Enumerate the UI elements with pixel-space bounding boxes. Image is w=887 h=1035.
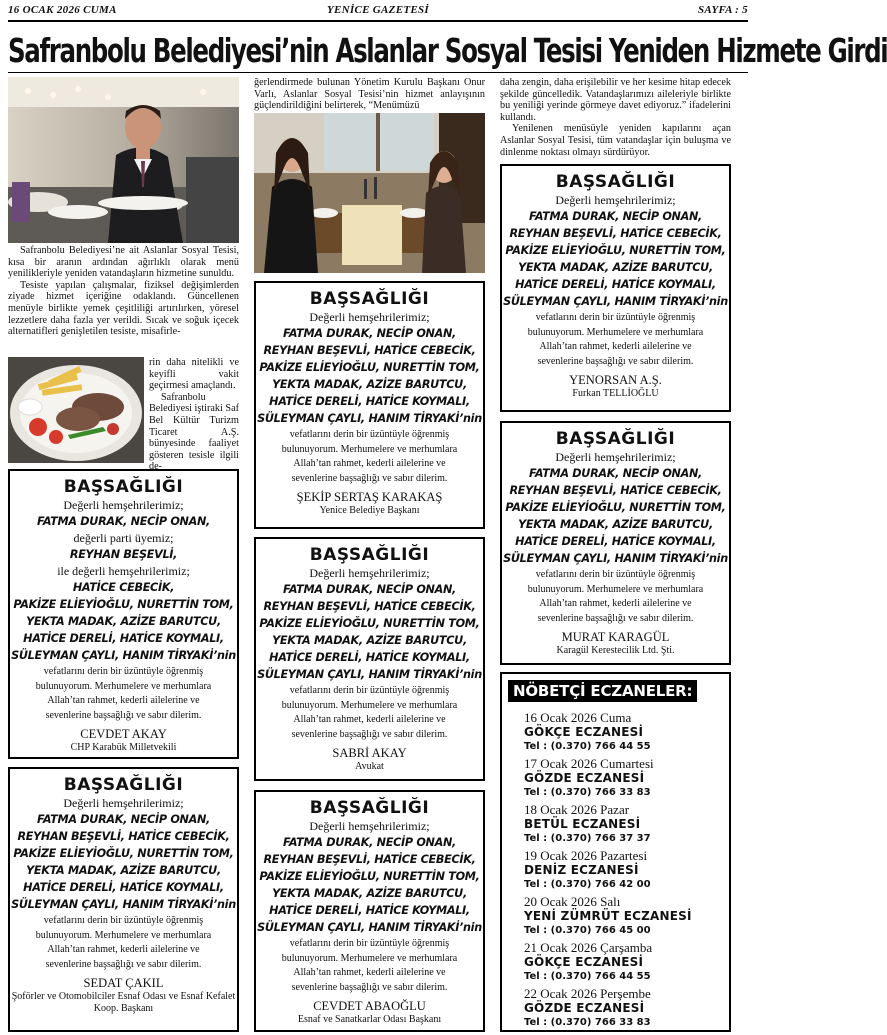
pharmacy-phone: Tel : (0.370) 766 37 37 (524, 833, 651, 844)
condolence-names-suffix: ’nin (459, 921, 482, 934)
condolence-names-line: HATİCE DERELİ, HATİCE KOYMALI, (269, 904, 470, 917)
condolence-intro: Değerli hemşehrilerimiz; (309, 819, 430, 833)
condolence-names-text: SÜLEYMAN ÇAYLI, HANIM TİRYAKİ (503, 552, 706, 565)
pharmacy-name: DENİZ ECZANESİ (524, 863, 639, 877)
condolence-body-line: bulunuyorum. Merhumelere ve merhumlara (281, 699, 458, 711)
condolence-intro: Değerli hemşehrilerimiz; (555, 193, 676, 207)
condolence-names-line: HATİCE DERELİ, HATİCE KOYMALI, (269, 651, 470, 664)
condolence-body-line: vefatlarını derin bir üzüntüyle öğrenmiş (289, 685, 450, 696)
pharmacy-date: 17 Ocak 2026 Cumartesi (524, 756, 654, 771)
condolence-title: BAŞSAĞLIĞI (555, 429, 676, 449)
article-col2 (254, 77, 485, 112)
condolence-line: değerli parti üyemiz; (73, 531, 174, 545)
article-paragraph: daha zengin, daha erişilebilir ve her kesime hitap edecek şekilde güncelledik. Vatandaşlarımızı aileleriyle birlikte bu yeniliği yerinde görmeye davet ediyoruz.” ifadelerini kullandı. (500, 77, 731, 123)
condolence-body-line: bulunuyorum. Merhumelere ve merhumlara (35, 929, 212, 941)
signer-title: Furkan TELLİOĞLU (572, 388, 659, 399)
condolence-body-line: Allah’tan rahmet, kederli ailelerine ve (293, 714, 446, 725)
condolence-names-text: SÜLEYMAN ÇAYLI, HANIM TİRYAKİ (503, 295, 706, 308)
condolence-names-line (10, 896, 237, 913)
condolence-names-line: PAKİZE ELİEYİOĞLU, NURETTİN TOM, (505, 501, 726, 514)
condolence-line: Değerli hemşehrilerimiz; (63, 498, 184, 512)
condolence-body-line: bulunuyorum. Merhumelere ve merhumlara (35, 680, 212, 692)
condolence-body-line: Allah’tan rahmet, kederli ailelerine ve (47, 695, 200, 706)
condolence-line: HATİCE DERELİ, HATİCE KOYMALI, (23, 632, 224, 645)
condolence-names-line: YEKTA MADAK, AZİZE BARUTCU, (518, 518, 713, 531)
page-header (8, 2, 748, 18)
duty-pharmacy-entry (524, 802, 729, 847)
pharmacy-phone: Tel : (0.370) 766 44 55 (524, 741, 651, 752)
condolence-names-line: HATİCE DERELİ, HATİCE KOYMALI, (515, 535, 716, 548)
condolence-names-line (502, 293, 729, 310)
condolence-names-text: SÜLEYMAN ÇAYLI, HANIM TİRYAKİ (257, 412, 460, 425)
condolence-names-line: YEKTA MADAK, AZİZE BARUTCU, (26, 864, 221, 877)
signer-name: CEVDET AKAY (80, 727, 167, 741)
condolence-names-line: REYHAN BEŞEVLİ, HATİCE CEBECİK, (509, 484, 722, 497)
pharmacy-name: YENİ ZÜMRÜT ECZANESİ (524, 909, 692, 923)
condolence-title: BAŞSAĞLIĞI (555, 172, 676, 192)
condolence-akay-lines (10, 498, 237, 664)
condolence-line: ile değerli hemşehrilerimiz; (57, 564, 190, 578)
condolence-body-line: vefatlarını derin bir üzüntüyle öğrenmiş (535, 312, 696, 323)
photo-food-plate (8, 357, 144, 463)
signer-name: SABRİ AKAY (332, 746, 407, 760)
condolence-notice-sabri-akay (254, 537, 485, 781)
condolence-names-line: FATMA DURAK, NECİP ONAN, (283, 583, 456, 596)
condolence-names-line: REYHAN BEŞEVLİ, HATİCE CEBECİK, (263, 853, 476, 866)
condolence-body-line: bulunuyorum. Merhumelere ve merhumlara (281, 443, 458, 455)
pharmacy-date: 20 Ocak 2026 Salı (524, 894, 621, 909)
condolence-names-text: SÜLEYMAN ÇAYLI, HANIM TİRYAKİ (257, 921, 460, 934)
condolence-body-line: vefatlarını derin bir üzüntüyle öğrenmiş (535, 569, 696, 580)
condolence-notice-sekip-karakas (254, 281, 485, 529)
condolence-names-line: FATMA DURAK, NECİP ONAN, (283, 836, 456, 849)
condolence-body-line: Allah’tan rahmet, kederli ailelerine ve (293, 458, 446, 469)
photo-two-women (254, 113, 485, 273)
condolence-names-line (502, 550, 729, 567)
pharmacy-phone: Tel : (0.370) 766 45 00 (524, 925, 651, 936)
condolence-notice-cevdet-akay (8, 469, 239, 759)
condolence-body-line: sevenlerine başsağlığı ve sabır dilerim. (291, 472, 448, 484)
pharmacy-name: GÖKÇE ECZANESİ (524, 955, 644, 969)
photo-waiter (8, 77, 239, 243)
condolence-body-line: vefatlarını derin bir üzüntüyle öğrenmiş (43, 666, 204, 677)
signer-name: MURAT KARAGÜL (561, 630, 670, 644)
page-headline: Safranbolu Belediyesi’nin Aslanlar Sosyal Tesisi Yeniden Hizmete Girdi (8, 31, 887, 71)
duty-pharmacies-title: NÖBETÇİ ECZANELER: (508, 680, 697, 702)
condolence-title: BAŞSAĞLIĞI (63, 477, 184, 497)
signer-title: CHP Karabük Milletvekili (70, 742, 177, 753)
article-paragraph: Safranbolu Belediyesi’ne ait Aslanlar Sosyal Tesisi, kısa bir aranın ardından ağırlıklı olarak menü yenilikleriyle yeniden vatandaşların hizmetine sunuldu. (8, 245, 239, 280)
condolence-line: YEKTA MADAK, AZİZE BARUTCU, (26, 615, 221, 628)
condolence-body-line: sevenlerine başsağlığı ve sabır dilerim. (537, 355, 694, 367)
condolence-names-line: FATMA DURAK, NECİP ONAN, (529, 467, 702, 480)
pharmacy-date: 19 Ocak 2026 Pazartesi (524, 848, 648, 863)
article-col1-wrap (149, 357, 239, 473)
duty-pharmacy-entry (524, 710, 729, 755)
duty-pharmacy-entry (524, 986, 729, 1031)
condolence-body-line: bulunuyorum. Merhumelere ve merhumlara (281, 952, 458, 964)
page-number: SAYFA : 5 (698, 4, 748, 16)
header-rule (8, 20, 748, 22)
condolence-title: BAŞSAĞLIĞI (309, 798, 430, 818)
signer-title: Karagül Kerestecilik Ltd. Şti. (556, 645, 675, 656)
condolence-body-line: bulunuyorum. Merhumelere ve merhumlara (527, 583, 704, 595)
condolence-names-line: REYHAN BEŞEVLİ, HATİCE CEBECİK, (17, 830, 230, 843)
article-paragraph: Yenilenen menüsüyle yeniden kapılarını açan Aslanlar Sosyal Tesisi, tüm vatandaşlar için buluşma ve dinlenme noktası olmayı sürdürüyor. (500, 123, 731, 158)
signer-title: Yenice Belediye Başkanı (319, 505, 420, 516)
condolence-notice-cevdet-abaoglu (254, 790, 485, 1032)
issue-date: 16 OCAK 2026 CUMA (8, 4, 117, 16)
condolence-names-line: PAKİZE ELİEYİOĞLU, NURETTİN TOM, (13, 847, 234, 860)
condolence-names-line: YEKTA MADAK, AZİZE BARUTCU, (272, 887, 467, 900)
condolence-intro: Değerli hemşehrilerimiz; (555, 450, 676, 464)
condolence-body-line: vefatlarını derin bir üzüntüyle öğrenmiş (43, 915, 204, 926)
article-paragraph: rin daha nitelikli ve keyifli vakit geçirmesi amaçlandı. (149, 357, 239, 392)
duty-pharmacy-entry (524, 940, 729, 985)
signer-name: YENORSAN A.Ş. (569, 373, 662, 387)
condolence-names-line: HATİCE DERELİ, HATİCE KOYMALI, (515, 278, 716, 291)
duty-pharmacy-entry (524, 894, 729, 939)
condolence-body-line: sevenlerine başsağlığı ve sabır dilerim. (45, 709, 202, 721)
duty-pharmacy-entry (524, 756, 729, 801)
signer-name: ŞEKİP SERTAŞ KARAKAŞ (296, 490, 443, 504)
condolence-line: FATMA DURAK, NECİP ONAN, (37, 515, 210, 528)
condolence-names-line: HATİCE DERELİ, HATİCE KOYMALI, (23, 881, 224, 894)
signer-name: CEVDET ABAOĞLU (313, 999, 426, 1013)
signer-title: Şoförler ve Otomobilciler Esnaf Odası ve Esnaf Kefalet Koop. Başkanı (11, 991, 236, 1014)
condolence-names-line: REYHAN BEŞEVLİ, HATİCE CEBECİK, (509, 227, 722, 240)
condolence-names-line: HATİCE DERELİ, HATİCE KOYMALI, (269, 395, 470, 408)
condolence-notice-yenorsan (500, 164, 731, 412)
condolence-body-line: sevenlerine başsağlığı ve sabır dilerim. (291, 981, 448, 993)
condolence-names-line: FATMA DURAK, NECİP ONAN, (283, 327, 456, 340)
pharmacy-phone: Tel : (0.370) 766 33 83 (524, 1017, 651, 1028)
condolence-names-suffix: ’nin (459, 668, 482, 681)
condolence-body-line: sevenlerine başsağlığı ve sabır dilerim. (291, 728, 448, 740)
condolence-names-line (256, 666, 483, 683)
condolence-names-text: SÜLEYMAN ÇAYLI, HANIM TİRYAKİ (11, 898, 214, 911)
condolence-names-line: PAKİZE ELİEYİOĞLU, NURETTİN TOM, (259, 617, 480, 630)
condolence-names-line: YEKTA MADAK, AZİZE BARUTCU, (272, 378, 467, 391)
condolence-names-line: PAKİZE ELİEYİOĞLU, NURETTİN TOM, (259, 870, 480, 883)
condolence-title: BAŞSAĞLIĞI (309, 289, 430, 309)
duty-pharmacy-entry (524, 848, 729, 893)
article-col1 (8, 245, 239, 338)
condolence-line: SÜLEYMAN ÇAYLI, HANIM TİRYAKİ’nin (11, 649, 236, 662)
pharmacy-name: GÖZDE ECZANESİ (524, 1001, 645, 1015)
article-col3 (500, 77, 731, 158)
condolence-names-text: SÜLEYMAN ÇAYLI, HANIM TİRYAKİ (257, 668, 460, 681)
pharmacy-date: 22 Ocak 2026 Perşembe (524, 986, 651, 1001)
article-paragraph: Safranbolu Belediyesi iştiraki Saf Bel Kültür Turizm Ticaret A.Ş. bünyesinde faaliyet gösteren tesisle ilgili de- (149, 391, 239, 473)
condolence-intro: Değerli hemşehrilerimiz; (63, 796, 184, 810)
condolence-body-line: Allah’tan rahmet, kederli ailelerine ve (47, 944, 200, 955)
condolence-title: BAŞSAĞLIĞI (309, 545, 430, 565)
condolence-line: PAKİZE ELİEYİOĞLU, NURETTİN TOM, (13, 598, 234, 611)
duty-pharmacies-list (524, 710, 729, 1032)
condolence-body-line: sevenlerine başsağlığı ve sabır dilerim. (45, 958, 202, 970)
condolence-names-suffix: ’nin (459, 412, 482, 425)
condolence-names-suffix: ’nin (705, 552, 728, 565)
condolence-names-line: YEKTA MADAK, AZİZE BARUTCU, (272, 634, 467, 647)
condolence-names-line: FATMA DURAK, NECİP ONAN, (37, 813, 210, 826)
condolence-line: REYHAN BEŞEVLİ, (69, 548, 178, 561)
newspaper-name: YENİCE GAZETESİ (327, 4, 429, 16)
condolence-names-line (256, 410, 483, 427)
signer-name: SEDAT ÇAKIL (83, 976, 164, 990)
pharmacy-date: 18 Ocak 2026 Pazar (524, 802, 630, 817)
pharmacy-name: BETÜL ECZANESİ (524, 817, 641, 831)
condolence-body-line: bulunuyorum. Merhumelere ve merhumlara (527, 326, 704, 338)
condolence-notice-sedat-cakil (8, 767, 239, 1032)
article-paragraph: ğerlendirmede bulunan Yönetim Kurulu Başkanı Onur Varlı, Aslanlar Sosyal Tesisi’nin hizmet anlayışının güçlendirildiğini belirterek, “Menümüzü (254, 77, 485, 112)
condolence-names-line: FATMA DURAK, NECİP ONAN, (529, 210, 702, 223)
condolence-intro: Değerli hemşehrilerimiz; (309, 566, 430, 580)
condolence-body-line: Allah’tan rahmet, kederli ailelerine ve (539, 598, 692, 609)
condolence-title: BAŞSAĞLIĞI (63, 775, 184, 795)
condolence-body-line: Allah’tan rahmet, kederli ailelerine ve (539, 341, 692, 352)
condolence-names-line: YEKTA MADAK, AZİZE BARUTCU, (518, 261, 713, 274)
condolence-names-line: PAKİZE ELİEYİOĞLU, NURETTİN TOM, (505, 244, 726, 257)
pharmacy-name: GÖKÇE ECZANESİ (524, 725, 644, 739)
headline-rule (8, 72, 748, 73)
condolence-names-suffix: ’nin (213, 898, 236, 911)
condolence-body-line: vefatlarını derin bir üzüntüyle öğrenmiş (289, 938, 450, 949)
condolence-line: HATİCE CEBECİK, (72, 581, 175, 594)
condolence-names-suffix: ’nin (705, 295, 728, 308)
condolence-names-line: PAKİZE ELİEYİOĞLU, NURETTİN TOM, (259, 361, 480, 374)
condolence-body-line: sevenlerine başsağlığı ve sabır dilerim. (537, 612, 694, 624)
pharmacy-phone: Tel : (0.370) 766 33 83 (524, 787, 651, 798)
duty-pharmacies-panel (500, 672, 731, 1032)
condolence-body-line: Allah’tan rahmet, kederli ailelerine ve (293, 967, 446, 978)
article-paragraph: Tesiste yapılan çalışmalar, fiziksel değişimlerden ziyade hizmet içeriğine odaklandı. Güncellenen menüyle birlikte yemek çeşitliliği artırılırken, yöresel lezzetlere daha fazla yer verildi. Sıcak ve soğuk içecek alternatifleri genişletilen tesiste, misafirle- (8, 279, 239, 338)
signer-title: Esnaf ve Sanatkarlar Odası Başkanı (297, 1014, 442, 1025)
condolence-body-line: vefatlarını derin bir üzüntüyle öğrenmiş (289, 429, 450, 440)
condolence-intro: Değerli hemşehrilerimiz; (309, 310, 430, 324)
condolence-names-line (256, 919, 483, 936)
condolence-notice-murat-karagul (500, 421, 731, 665)
pharmacy-phone: Tel : (0.370) 766 42 00 (524, 879, 651, 890)
pharmacy-name: GÖZDE ECZANESİ (524, 771, 645, 785)
pharmacy-date: 16 Ocak 2026 Cuma (524, 710, 632, 725)
pharmacy-phone: Tel : (0.370) 766 44 55 (524, 971, 651, 982)
pharmacy-date: 21 Ocak 2026 Çarşamba (524, 940, 653, 955)
condolence-names-line: REYHAN BEŞEVLİ, HATİCE CEBECİK, (263, 344, 476, 357)
condolence-names-line: REYHAN BEŞEVLİ, HATİCE CEBECİK, (263, 600, 476, 613)
signer-title: Avukat (355, 761, 384, 772)
